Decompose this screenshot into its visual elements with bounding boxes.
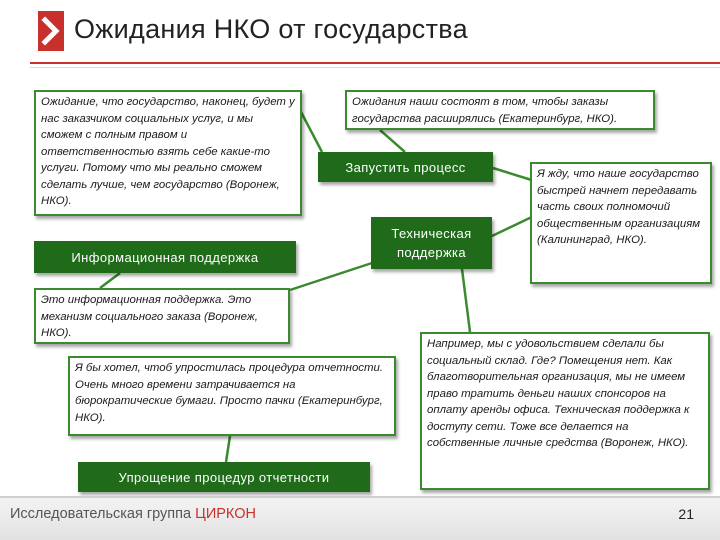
quote-voronezh-customer: Ожидание, что государство, наконец, будет у нас заказчиком социальных услуг, и мы сможем с полным правом и ответственностью взять себе какие-то услуги. Потому что мы реально сможем сделать лучше, чем государство (Воронеж, НКО). [34,90,302,216]
quote-voronezh-warehouse: Например, мы с удовольствием сделали бы социальный склад. Где? Помещения нет. Как благотворительная организация, мы не имеем право тратить деньги наших спонсоров на оплату аренды офиса. Техническая поддержка к доступу сети. Тоже все делается на собственные личные средства (Воронеж, НКО). [420,332,710,490]
node-simplify-reporting: Упрощение процедур отчетности [78,462,370,492]
footer-divider [0,496,720,498]
quote-ekaterinburg-reporting: Я бы хотел, чтоб упростилась процедура отчетности. Очень много времени затрачивается на бюрократические бумаги. Просто пачки (Екатеринбург, НКО). [68,356,396,436]
node-launch-process: Запустить процесс [318,152,493,182]
connector-q1-launch [300,110,322,152]
connector-q2-launch [380,130,405,152]
node-tech-support: Техническая поддержка [371,217,492,269]
slide-footer [0,496,720,540]
connector-q5-simplify [226,436,230,462]
connector-q4-tech [290,262,375,290]
quote-ekaterinburg-orders: Ожидания наши состоят в том, чтобы заказы государства расширялись (Екатеринбург, НКО). [345,90,655,130]
slide-number: 21 [678,506,694,522]
quote-kaliningrad-powers: Я жду, что наше государство быстрей начнет передавать часть своих полномочий общественным организациям (Калининград, НКО). [530,162,712,284]
slide-title: Ожидания НКО от государства [74,14,468,44]
footer-org-prefix: Исследовательская группа [10,506,196,522]
connector-q6-tech [462,269,470,332]
footer-organization [10,506,256,522]
quote-voronezh-info: Это информационная поддержка. Это механизм социального заказа (Воронеж, НКО). [34,288,290,344]
node-info-support: Информационная поддержка [34,241,296,273]
connector-q4-info [100,273,120,288]
footer-org-brand: ЦИРКОН [195,506,256,522]
